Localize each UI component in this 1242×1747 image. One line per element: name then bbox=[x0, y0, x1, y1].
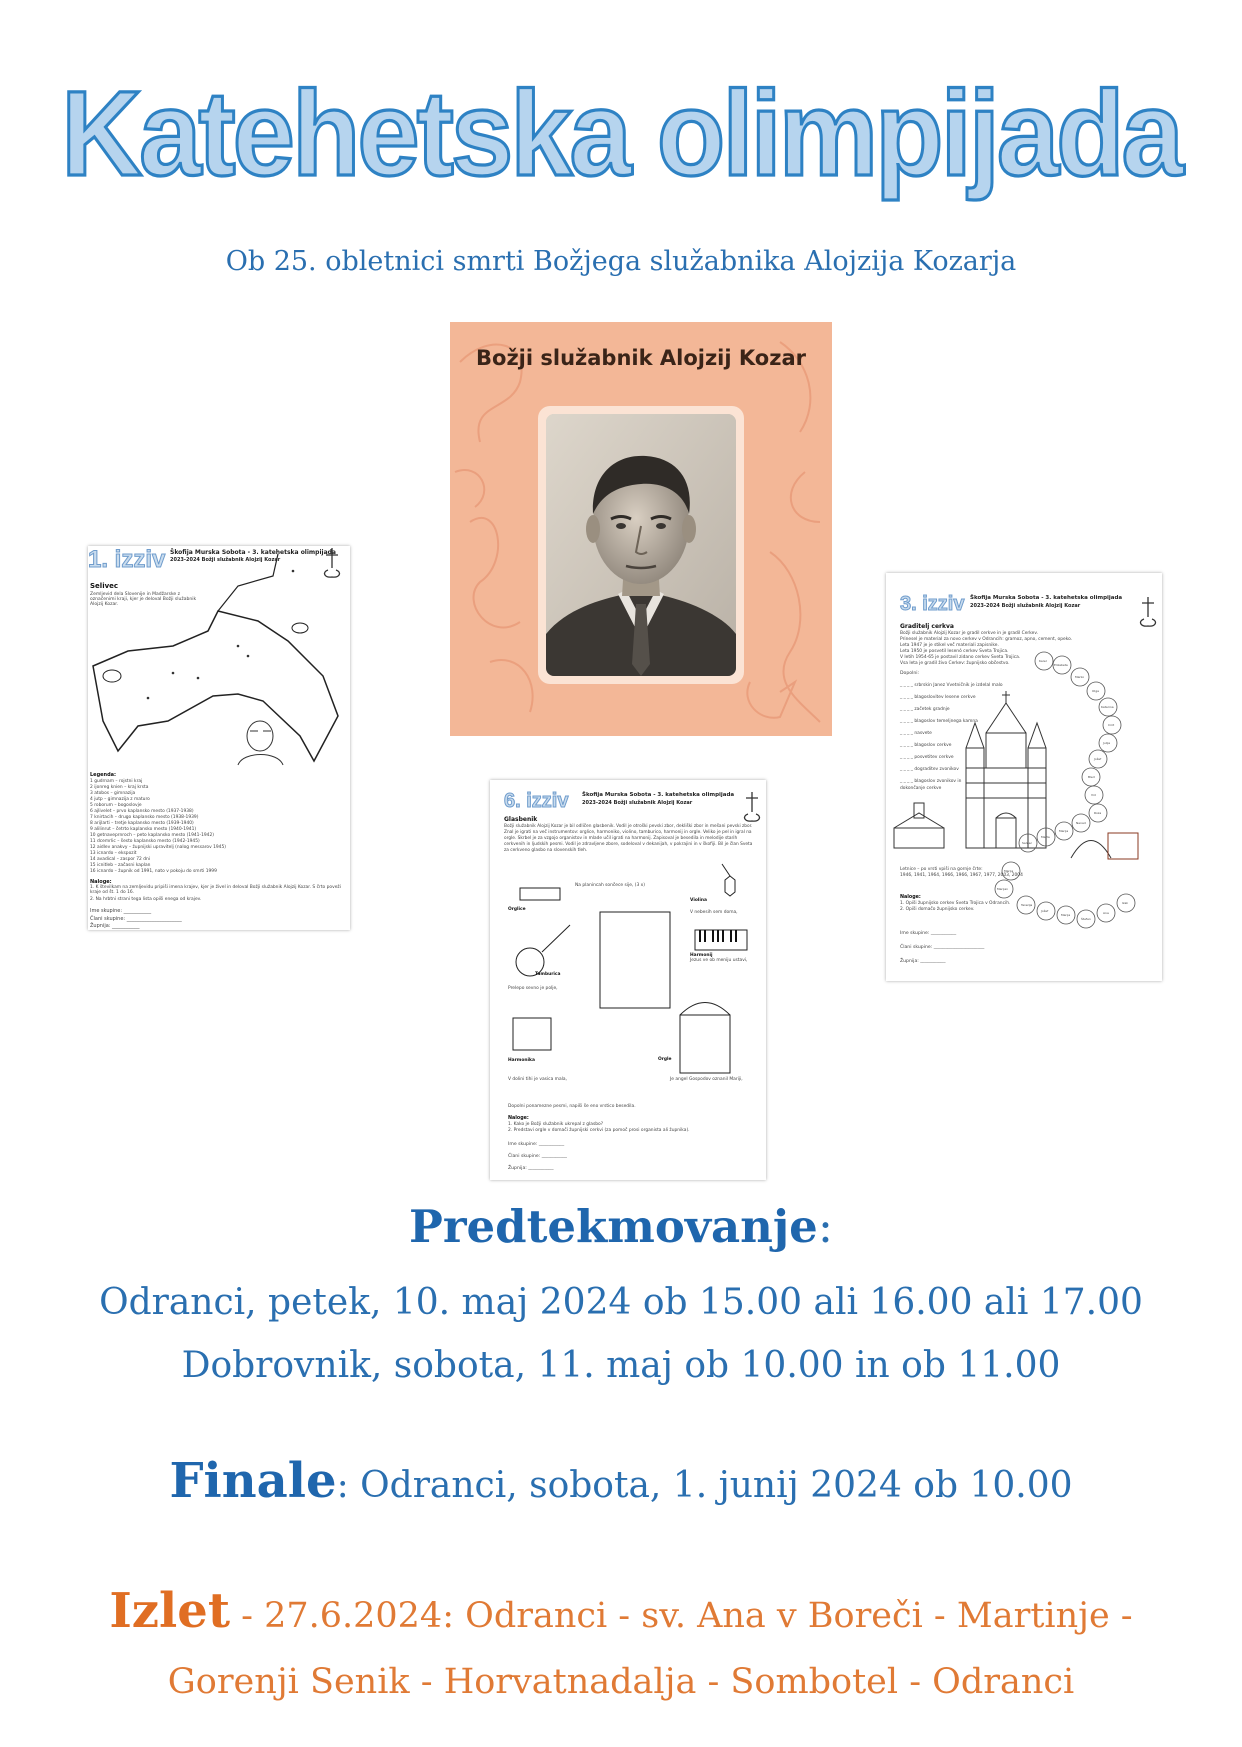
task-item: 1. Opiši župnijsko cerkev Sveta Trojica v Odrancih. bbox=[900, 901, 1011, 906]
task-item: 2. Na hrbtni strani tega lista opiši enega od krajev. bbox=[90, 897, 202, 902]
years-title: Letnice – po vrsti vpiši na gornje črte: bbox=[900, 867, 983, 872]
song-prompt: Prelepo sevno je polje, bbox=[508, 986, 558, 991]
name-circle: Samec bbox=[1022, 841, 1033, 845]
name-circle: Jožef bbox=[1041, 909, 1049, 913]
name-circle: Olga bbox=[1092, 689, 1099, 693]
list-item: dokončanje cerkve bbox=[900, 786, 942, 791]
legend-title: Legenda: bbox=[90, 772, 117, 778]
song-instruction: Dopolni ponamezne pesmi, napiši še eno vrstico besedila. bbox=[508, 1104, 636, 1109]
task-title: Naloge: bbox=[900, 895, 921, 900]
worksheet-header: Škofija Murska Sobota - 3. katehetska olimpijada bbox=[582, 792, 735, 798]
name-circle: Cirit bbox=[1108, 723, 1115, 727]
section-intro: Zemljevid dela Slovenije in Madžarske z označenimi kraji, kjer je deloval Božji služabnik Alojzij Kozar. bbox=[90, 592, 197, 607]
list-item: _ _ _ _ blagoslov cerkve bbox=[900, 743, 952, 748]
group-name-field: Ime skupine: ___________ bbox=[508, 1142, 565, 1147]
name-circle: Marija bbox=[1061, 913, 1071, 917]
worksheet-header: Škofija Murska Sobota - 3. katehetska olimpijada bbox=[970, 595, 1123, 601]
intro-line: Vsa leta je gradil živo Cerkev: župnijsko občestvo. bbox=[900, 661, 1010, 666]
instrument-label: Orglice bbox=[508, 907, 526, 912]
song-prompt: Jezus ve ob meniju ustavi, bbox=[690, 958, 748, 963]
intro-line: Božji služabnik Alojzij Kozar je gradil cerkve in je gradil Cerkev. bbox=[900, 631, 1038, 636]
page-title: Katehetska olimpijada bbox=[61, 65, 1181, 201]
name-circle: Ana bbox=[1103, 911, 1109, 915]
section-title: Glasbenik bbox=[504, 816, 538, 823]
worksheet-3 bbox=[886, 573, 1162, 981]
list-item: _ _ _ _ nasvete bbox=[900, 731, 932, 736]
group-members-field: Člani skupine: ___________ bbox=[508, 1154, 567, 1159]
worksheet-number: 6. izziv bbox=[504, 790, 569, 812]
parish-field: Župnija: ___________ bbox=[508, 1166, 554, 1171]
worksheet-header: Škofija Murska Sobota - 3. katehetska olimpijada bbox=[170, 549, 336, 556]
intro-line: Leta 1950 je posvetil lesenó cerkev Sveta Trojica. bbox=[900, 649, 1009, 654]
list-item: _ _ _ _ srbrskin Janez Vvetničnik je izdelal malo bbox=[900, 683, 1003, 688]
finale-label: Finale bbox=[169, 1453, 337, 1509]
song-prompt: Na planincah sončece sije, (3 x) bbox=[575, 883, 645, 888]
name-circle: Marko bbox=[1075, 675, 1085, 679]
predtekmovanje-label: Predtekmovanje bbox=[409, 1200, 818, 1253]
instrument-label: Violina bbox=[690, 898, 707, 903]
list-item: _ _ _ _ blagoslov zvonikov in bbox=[900, 779, 962, 784]
list-item: _ _ _ _ začetek gradnje bbox=[900, 707, 950, 712]
instrument-label: Tamburica bbox=[535, 972, 561, 977]
name-circle: Marija bbox=[1004, 869, 1014, 873]
legend-item: 13 icnardo – ekspozit bbox=[90, 851, 137, 856]
legend-item: 9 alilinrut – četrto kaplansko mesto (1940-1941) bbox=[90, 827, 197, 832]
section-title: Graditelj cerkva bbox=[900, 623, 954, 630]
intro-line: Leta 1947 je je stikel več materiali zapisnike. bbox=[900, 643, 999, 648]
group-members-field: Člani skupine: ______________________ bbox=[90, 916, 182, 922]
legend-item: 10 getnaveprnroch – peto kaplansko mesto (1941-1942) bbox=[90, 833, 214, 838]
legend-item: 16 icnardo – župnik od 1991, nato v pokoju do smrti 1999 bbox=[90, 869, 217, 874]
intro-line: V letih 1954-65 je postavil zidano cerkev Sveta Trojica. bbox=[900, 655, 1021, 660]
intro-line: Prinesel je material za novo cerkev v Odrancih: gramoz, apno, cement, opeko. bbox=[900, 637, 1073, 642]
years-list: 1946, 1941, 1964, 1966, 1966, 1967, 1977, 2003, 2004 bbox=[900, 873, 1023, 878]
task-item: 2. Predstavi orgle v domači župnijski cerkvi (za pomoč prosi organista ali župnika). bbox=[508, 1128, 690, 1133]
list-item: _ _ _ _ posvetitev cerkve bbox=[900, 755, 954, 760]
section-intro: Božji služabnik Alojzij Kozar je bil odličen glasbenik. Vodil je otroški pevski zbor, dekliški zbor in mešani pevski zbor. Znal je igrati na več instrumentov: orglice, harmoniko, violino, tamburico, harmonij in orgle. Veliko je pel in igral na orgle. Skrbel je za vzgojo organistov in mlade učil igrati na harmonij. Zapisoval je besedila in melodije starih cerkvenih in ljudskih pesmi. Vodil je zdravljene zbore, sodeloval v dekanijah, v pokrajini in v škofiji. Bil je član Sveta za cerkveno glasbo na slovenskih tleh. bbox=[504, 824, 753, 853]
finale-line bbox=[0, 1453, 1242, 1509]
predtekmovanje-heading bbox=[0, 1200, 1242, 1253]
izlet-text: - 27.6.2024: Odranci - sv. Ana v Boreči - Martinje - Gorenji Senik - Horvatnadalja - Sombotel - Odranci bbox=[167, 1596, 1133, 1702]
name-circle: Vid bbox=[1091, 793, 1096, 797]
task-item: 1. Kako je Božji služabnik ukrepal z glasbo? bbox=[508, 1122, 604, 1127]
worksheet-1 bbox=[88, 546, 350, 930]
name-circle: Katarina bbox=[1101, 705, 1114, 709]
legend-item: 3 atobos – gimnazija bbox=[90, 791, 136, 796]
legend-item: 7 knirtacih – drugo kaplansko mesto (1938-1939) bbox=[90, 815, 199, 820]
instrument-label: Orgle bbox=[658, 1057, 672, 1062]
portrait-photo bbox=[546, 414, 736, 676]
predtekmovanje-dobrovnik: Dobrovnik, sobota, 11. maj ob 10.00 in ob 11.00 bbox=[181, 1345, 1061, 1386]
worksheet-header-2: 2023-2024 Božji služabnik Alojzij Kozar bbox=[170, 557, 281, 563]
izlet-label: Izlet bbox=[109, 1583, 230, 1639]
portrait-card bbox=[450, 322, 832, 736]
instrument-label: Harmonika bbox=[508, 1058, 535, 1063]
name-circle: Izak bbox=[1122, 901, 1129, 905]
group-members-field: Člani skupine: ______________________ bbox=[900, 945, 985, 950]
task-title: Naloge: bbox=[508, 1116, 529, 1121]
name-circle: Štefan bbox=[1081, 917, 1091, 921]
predtekmovanje-odranci: Odranci, petek, 10. maj 2024 ob 15.00 ali 16.00 ali 17.00 bbox=[99, 1282, 1143, 1323]
legend-item: 1 gudrnam – rojstni kraj bbox=[90, 779, 143, 784]
worksheet-header-2: 2023-2024 Božji služabnik Alojzij Kozar bbox=[970, 603, 1081, 609]
name-circle: Marija bbox=[1059, 829, 1069, 833]
name-circle: Karel bbox=[1039, 659, 1047, 663]
photo-frame bbox=[538, 406, 744, 684]
name-circle: Elizabeta bbox=[1054, 663, 1068, 667]
name-circle: Terezija bbox=[1021, 903, 1033, 907]
task-item: 2. Opiši domačo župnijsko cerkev. bbox=[900, 907, 975, 912]
section-title: Selivec bbox=[90, 582, 119, 590]
parish-field: Župnija: ___________ bbox=[900, 959, 946, 964]
legend-item: 15 icnitleb – začasni kaplan bbox=[90, 863, 151, 868]
song-prompt: V nebesih sem doma, bbox=[690, 910, 738, 915]
name-circle: Nenad bbox=[1076, 821, 1086, 825]
legend-item: 4 jutp – gimnazija z maturo bbox=[90, 797, 150, 802]
name-circle: Bled bbox=[1088, 775, 1095, 779]
legend-item: 11 dcemrlic – šesto kaplansko mesto (1942-1945) bbox=[90, 839, 200, 844]
izlet-paragraph bbox=[60, 1578, 1182, 1715]
portrait-caption: Božji služabnik Alojzij Kozar bbox=[476, 346, 806, 370]
predtekmovanje-colon: : bbox=[817, 1200, 833, 1253]
song-prompt: Je angel Gospodov oznanil Mariji, bbox=[670, 1077, 743, 1082]
worksheet-6 bbox=[490, 780, 766, 1180]
legend-item: 2 ijonreg knien – kraj krsta bbox=[90, 785, 149, 790]
finale-text: : Odranci, sobota, 1. junij 2024 ob 10.00 bbox=[336, 1465, 1073, 1506]
group-name-field: Ime skupine: ___________ bbox=[90, 908, 152, 914]
legend-item: 12 aidlev anakvy – župnijski upravitelj (nalog messarov 1945) bbox=[90, 845, 226, 850]
legend-item: 5 roborum – bogoslovje bbox=[90, 803, 142, 808]
task-title: Naloge: bbox=[90, 879, 112, 885]
parish-field: Župnija: ___________ bbox=[90, 923, 140, 929]
name-circle: Julija bbox=[1103, 741, 1111, 745]
legend-item: 14 avadical – zaspor 72 dni bbox=[90, 857, 151, 862]
task-item: 1. K številkam na zemljevidu pripiši imena krajev, kjer je živel in deloval Božji služabnik Alojzij Kozar. S črto poveži kraje od št. 1 do 16. bbox=[90, 885, 341, 895]
list-item: _ _ _ _ dograditev zvonikov bbox=[900, 767, 959, 772]
name-circle: Marta bbox=[1041, 835, 1050, 839]
name-circle: Roza bbox=[1094, 811, 1102, 815]
worksheet-number: 3. izziv bbox=[900, 593, 965, 615]
name-circle: Marijan bbox=[997, 887, 1009, 891]
name-circle: Jožef bbox=[1094, 757, 1102, 761]
list-item: _ _ _ _ blagoslovitev lesene cerkve bbox=[900, 695, 976, 700]
legend-item: 8 arijlarti – tretje kaplansko mesto (1939-1940) bbox=[90, 821, 194, 826]
group-name-field: Ime skupine: ___________ bbox=[900, 931, 957, 936]
list-item: _ _ _ _ blagoslov temeljnega kamna bbox=[900, 719, 978, 724]
subtitle: Ob 25. obletnici smrti Božjega služabnika Alojzija Kozarja bbox=[225, 246, 1017, 277]
song-prompt: V dolini tihi je vasica mala, bbox=[508, 1077, 567, 1082]
worksheet-number: 1. izziv bbox=[88, 546, 166, 573]
legend-item: 6 ajlivelet – prvo kaplansko mesto (1937-1938) bbox=[90, 809, 194, 814]
worksheet-header-2: 2023-2024 Božji služabnik Alojzij Kozar bbox=[582, 800, 693, 806]
instrument-label: Harmonij bbox=[690, 953, 713, 958]
list-title: Dopolni: bbox=[900, 671, 920, 676]
